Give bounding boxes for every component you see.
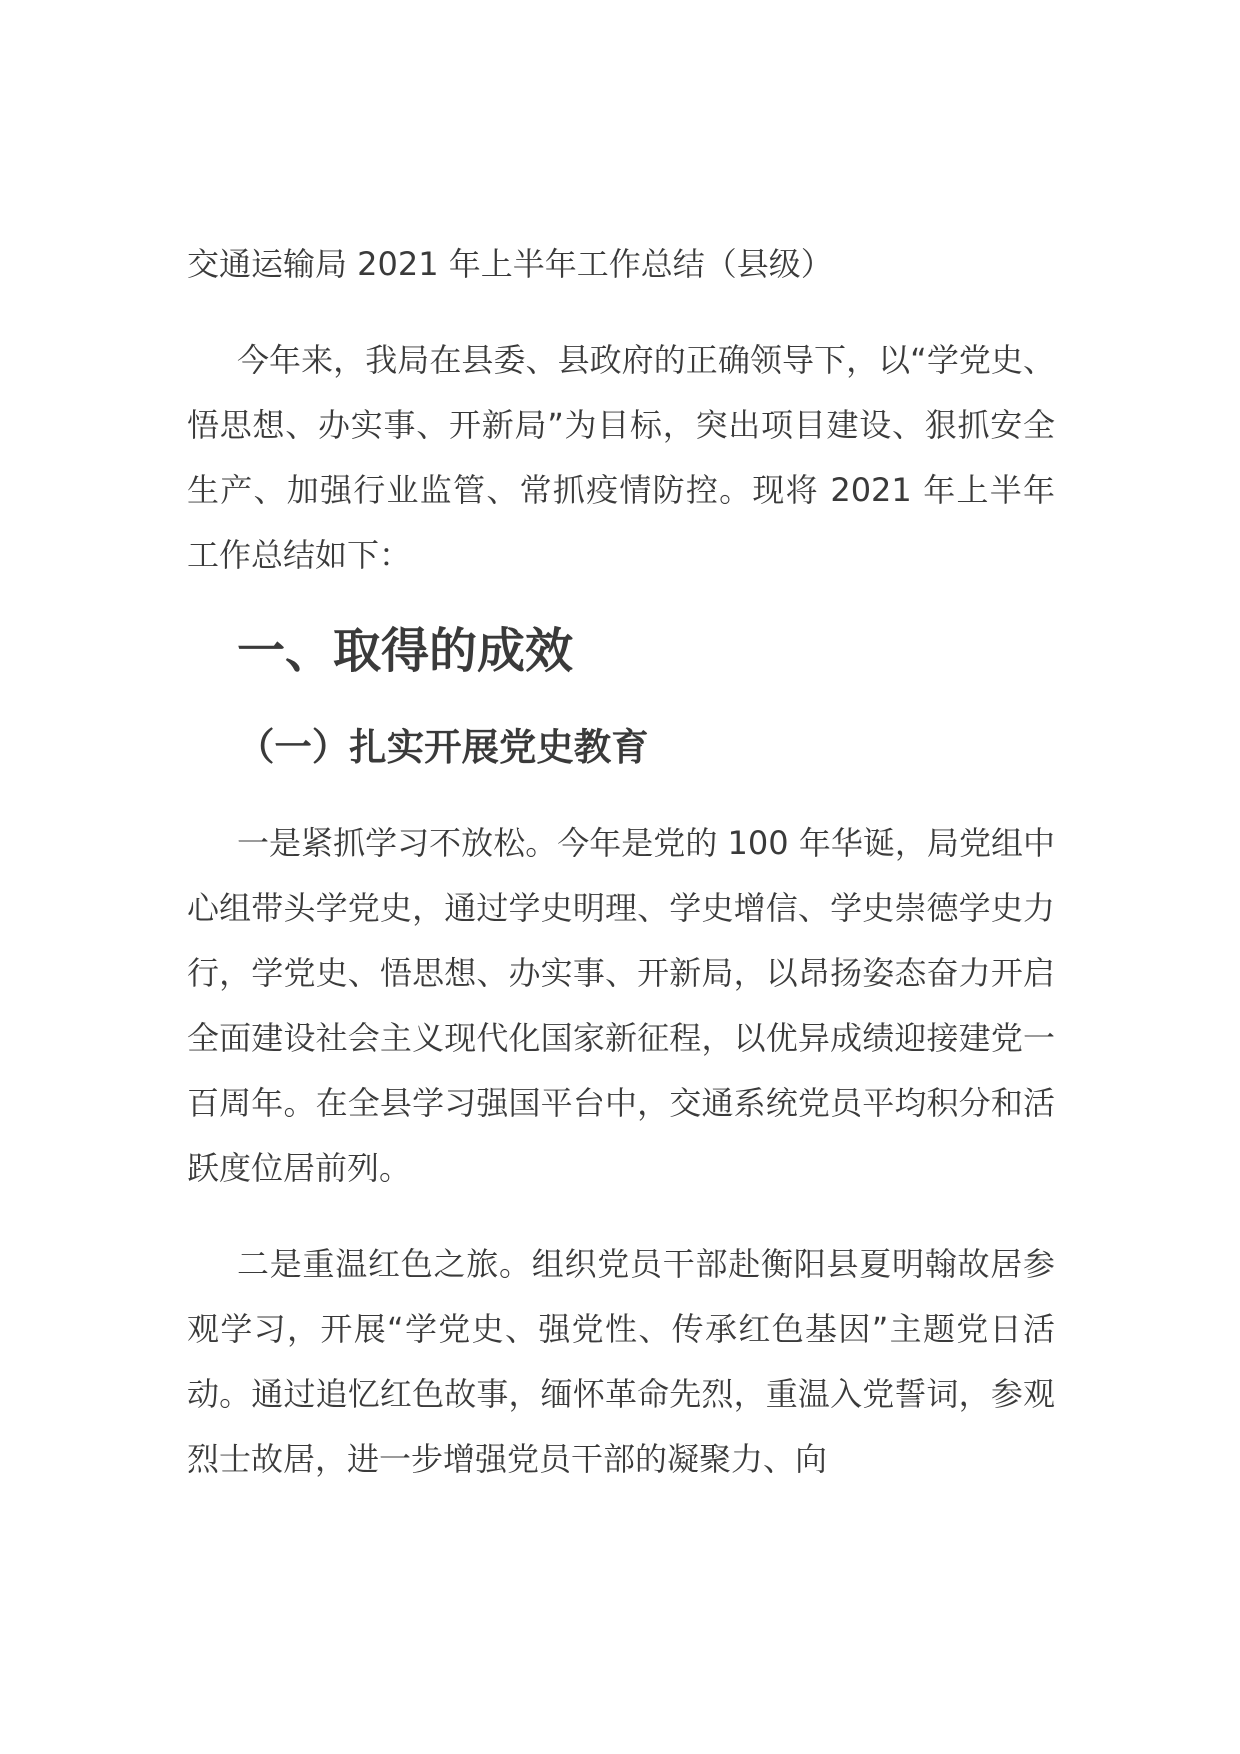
- section-heading-achievements: 一、取得的成效: [237, 623, 574, 679]
- subsection-heading-party-history: （一）扎实开展党史教育: [237, 725, 649, 769]
- body-paragraph-study: 一是紧抓学习不放松。今年是党的 100 年华诞，局党组中心组带头学党史，通过学史明理、学史增信、学史崇德学史力行，学党史、悟思想、办实事、开新局，以昂扬姿态奋力开启全面建设社会主义现代化国家新征程，以优异成绩迎接建党一百周年。在全县学习强国平台中，交通系统党员平均积分和活跃度位居前列。: [187, 824, 1055, 1187]
- intro-paragraph: 今年来，我局在县委、县政府的正确领导下，以“学党史、悟思想、办实事、开新局”为目标，突出项目建设、狠抓安全生产、加强行业监管、常抓疫情防控。现将 2021 年上半年工作总结如下：: [187, 341, 1055, 574]
- document-title: 交通运输局 2021 年上半年工作总结（县级）: [187, 245, 833, 283]
- document-body: [187, 232, 1055, 1523]
- body-paragraph-red-tour: 二是重温红色之旅。组织党员干部赴衡阳县夏明翰故居参观学习，开展“学党史、强党性、传承红色基因”主题党日活动。通过追忆红色故事，缅怀革命先烈，重温入党誓词，参观烈士故居，进一步增强党员干部的凝聚力、向: [187, 1245, 1055, 1478]
